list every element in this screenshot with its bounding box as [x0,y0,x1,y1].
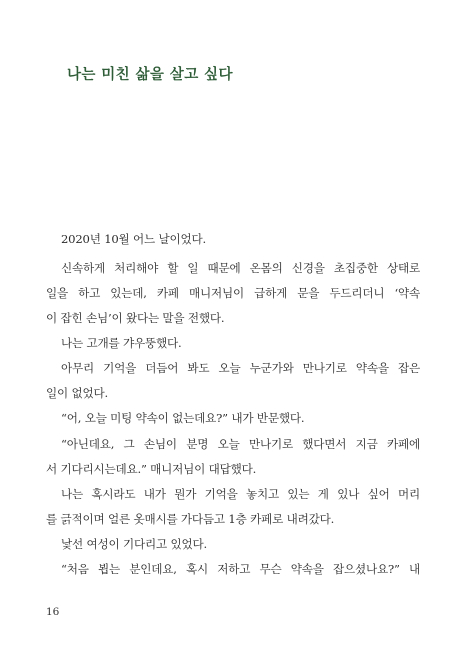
text-line: 일이 없었다. [46,386,108,400]
text-line: 서 기다리시는데요.” 매니저님이 대답했다. [46,462,257,476]
text-line: “아닌데요, 그 손님이 분명 오늘 만나기로 했다면서 지금 카페에 [61,437,420,451]
text-line: 일을 하고 있는데, 카페 매니저님이 급하게 문을 두드리더니 ‘약속 [46,286,420,300]
chapter-title: 나는 미친 삶을 살고 싶다 [67,66,233,83]
page-number: 16 [46,606,60,618]
text-line: 아무리 기억을 더듬어 봐도 오늘 누군가와 만나기로 약속을 잡은 [61,361,420,375]
text-line: “어, 오늘 미팅 약속이 없는데요?” 내가 반문했다. [61,411,305,425]
text-line: 이 잡힌 손님’이 왔다는 말을 전했다. [46,311,225,325]
text-line: 2020년 10월 어느 날이었다. [61,232,206,246]
text-line: 나는 혹시라도 내가 뭔가 기억을 놓치고 있는 게 있나 싶어 머리 [61,487,420,501]
text-line: “처음 뵙는 분인데요, 혹시 저하고 무슨 약속을 잡으셨나요?” 내 [61,562,420,576]
text-line: 신속하게 처리해야 할 일 때문에 온몸의 신경을 초집중한 상태로 [61,261,420,275]
text-line: 를 긁적이며 얼른 옷매시를 가다듬고 1층 카페로 내려갔다. [46,512,335,526]
text-line: 나는 고개를 갸우뚱했다. [61,336,182,350]
text-line: 낯선 여성이 기다리고 있었다. [61,537,207,551]
